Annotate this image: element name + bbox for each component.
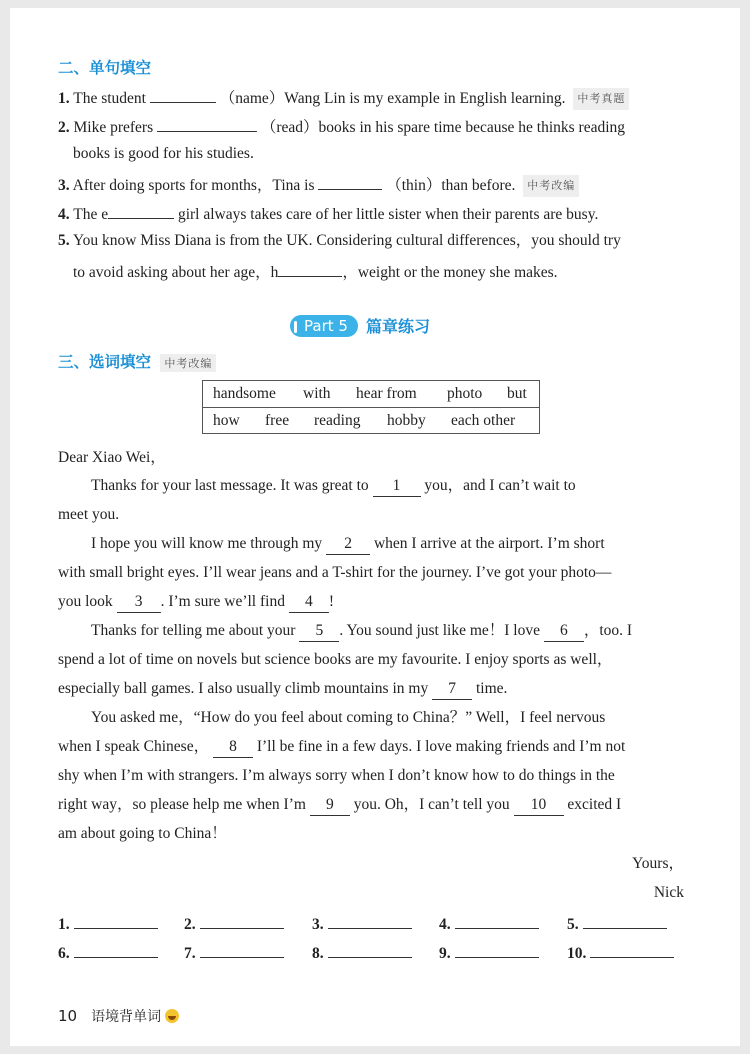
source-tag: 中考改编 bbox=[523, 175, 579, 197]
part-label: Part 5 bbox=[290, 315, 358, 337]
answer-blank-9[interactable]: 9 bbox=[310, 795, 350, 816]
word-row-2 bbox=[203, 408, 539, 434]
answer-blank-8[interactable]: 8 bbox=[213, 737, 253, 758]
letter-line: you look 3 . I’m sure we’ll find 4 ! bbox=[58, 592, 334, 613]
answer-blank-2[interactable]: 2 bbox=[326, 534, 370, 555]
question-3: 3. After doing sports for months，Tina is （thin）than before. 中考改编 bbox=[58, 173, 579, 197]
question-5-cont: to avoid asking about her age，h ，weight or the money she makes. bbox=[73, 260, 558, 283]
letter-line: with small bright eyes. I’ll wear jeans and a T-shirt for the journey. I’ve got your photo— bbox=[58, 564, 612, 581]
section2-heading: 二、单句填空 bbox=[58, 59, 152, 77]
letter-line: spend a lot of time on novels but science books are my favourite. I enjoy sports as well， bbox=[58, 651, 613, 668]
word-option: with bbox=[303, 385, 331, 402]
answer-blank-10[interactable]: 10 bbox=[514, 795, 564, 816]
letter-line: shy when I’m with strangers. I’m always sorry when I don’t know how to do things in the bbox=[58, 767, 615, 784]
question-2: 2. Mike prefers （read）books in his spare time because he thinks reading bbox=[58, 115, 625, 138]
section3-heading: 三、选词填空 中考改编 bbox=[58, 350, 216, 372]
answer-blank-7[interactable]: 7 bbox=[432, 679, 472, 700]
answer-line-5[interactable]: 5. bbox=[567, 914, 667, 934]
answer-blank-4[interactable]: 4 bbox=[289, 592, 329, 613]
answer-line-4[interactable]: 4. bbox=[439, 914, 539, 934]
source-tag: 中考改编 bbox=[160, 354, 216, 372]
blank-1[interactable] bbox=[150, 86, 216, 103]
question-2-cont: books is good for his studies. bbox=[73, 145, 254, 162]
part-title: 篇章练习 bbox=[365, 317, 430, 336]
answer-blank-1[interactable]: 1 bbox=[373, 476, 421, 497]
book-title: 语境背单词 bbox=[91, 1009, 162, 1025]
word-option: how bbox=[213, 412, 240, 429]
worksheet-page bbox=[10, 8, 740, 1046]
word-option: reading bbox=[314, 412, 361, 429]
letter-line: You asked me，“How do you feel about coming to China？” Well，I feel nervous bbox=[91, 709, 606, 726]
letter-line: when I speak Chinese， 8 I’ll be fine in a few days. I love making friends and I’m not bbox=[58, 737, 625, 758]
answer-line-6[interactable]: 6. bbox=[58, 943, 158, 963]
letter-line: Thanks for your last message. It was great to 1 you，and I can’t wait to bbox=[91, 476, 576, 497]
letter-line: meet you. bbox=[58, 506, 120, 523]
question-1: 1. The student （name）Wang Lin is my example in English learning. 中考真题 bbox=[58, 86, 629, 110]
letter-closing: Yours， bbox=[632, 855, 684, 872]
answer-line-9[interactable]: 9. bbox=[439, 943, 539, 963]
answer-blank-5[interactable]: 5 bbox=[299, 621, 339, 642]
answer-line-8[interactable]: 8. bbox=[312, 943, 412, 963]
answer-line-7[interactable]: 7. bbox=[184, 943, 284, 963]
word-box bbox=[202, 380, 540, 434]
source-tag: 中考真题 bbox=[573, 88, 629, 110]
word-option: each other bbox=[451, 412, 516, 429]
word-option: hear from bbox=[356, 385, 417, 402]
letter-signature: Nick bbox=[653, 884, 684, 901]
part-banner bbox=[290, 314, 430, 337]
blank-4[interactable] bbox=[108, 202, 174, 219]
word-option: handsome bbox=[213, 385, 276, 402]
word-row-1 bbox=[203, 381, 539, 408]
smiley-icon bbox=[165, 1009, 179, 1023]
letter-line: right way，so please help me when I’m 9 you. Oh，I can’t tell you 10 excited I bbox=[58, 795, 621, 816]
answer-line-1[interactable]: 1. bbox=[58, 914, 158, 934]
answer-blank-6[interactable]: 6 bbox=[544, 621, 584, 642]
answer-line-10[interactable]: 10. bbox=[567, 943, 674, 963]
blank-3[interactable] bbox=[318, 173, 382, 190]
blank-2[interactable] bbox=[157, 115, 257, 132]
answer-line-2[interactable]: 2. bbox=[184, 914, 284, 934]
answer-line-3[interactable]: 3. bbox=[312, 914, 412, 934]
page-footer bbox=[58, 1006, 179, 1026]
letter-line: especially ball games. I also usually climb mountains in my 7 time. bbox=[58, 679, 507, 700]
letter-line: Thanks for telling me about your 5 . You sound just like me！I love 6 ，too. I bbox=[91, 621, 632, 642]
word-option: free bbox=[265, 412, 290, 429]
letter-line: I hope you will know me through my 2 when I arrive at the airport. I’m short bbox=[91, 534, 605, 555]
letter-line: am about going to China！ bbox=[58, 825, 227, 842]
blank-5[interactable] bbox=[278, 260, 342, 277]
word-option: photo bbox=[447, 385, 483, 402]
question-5: 5. You know Miss Diana is from the UK. Considering cultural differences，you should try bbox=[58, 232, 621, 249]
answer-blank-3[interactable]: 3 bbox=[117, 592, 161, 613]
page-number: 10 bbox=[58, 1007, 78, 1025]
question-4: 4. The e girl always takes care of her little sister when their parents are busy. bbox=[58, 202, 598, 225]
word-option: hobby bbox=[387, 412, 426, 429]
letter-greeting: Dear Xiao Wei， bbox=[58, 449, 166, 466]
word-option: but bbox=[507, 385, 527, 402]
